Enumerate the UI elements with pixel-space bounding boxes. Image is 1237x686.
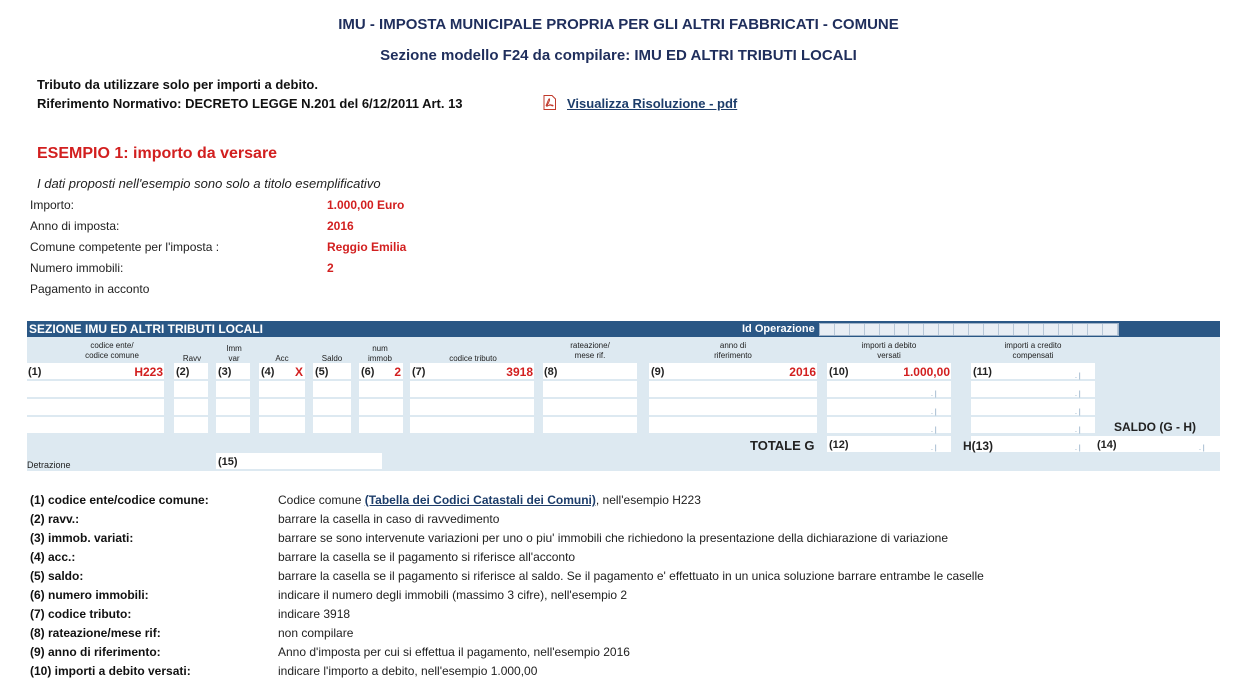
header-codice-tributo: codice tributo [449, 354, 497, 363]
imm-var-field-3[interactable] [216, 399, 250, 415]
example-title: ESEMPIO 1: importo da versare [37, 145, 278, 162]
legend-value-8: non compilare [278, 626, 354, 640]
detrazione-label: Detrazione [27, 460, 71, 470]
ravv-field-4[interactable] [174, 417, 208, 433]
num-15: (15) [218, 456, 238, 468]
num-8: (8) [544, 366, 558, 378]
num-13: H(13) [963, 439, 994, 453]
header-imm-var: Imm var [226, 344, 242, 363]
row-label-importo: Importo: [30, 198, 75, 212]
legend-key-4: (4) acc.: [30, 550, 76, 564]
saldo-field-2[interactable] [313, 381, 351, 397]
codice-ente-field-3[interactable] [27, 399, 164, 415]
tabella-codici-catastali-link[interactable]: (Tabella dei Codici Catastali dei Comuni) [364, 493, 596, 507]
example-note: I dati proposti nell'esempio sono solo a titolo esemplificativo [37, 176, 381, 191]
header-rateazione: rateazione/ mese rif. [570, 341, 610, 360]
saldo-field-3[interactable] [313, 399, 351, 415]
legend-key-7: (7) codice tributo: [30, 607, 132, 621]
legend-value-7: indicare 3918 [278, 607, 351, 621]
num-14: (14) [1097, 439, 1117, 451]
legend-value-3: barrare se sono intervenute variazioni per uno o piu' immobili che richiedono la presentazione della dichiarazione di variazione [278, 531, 949, 545]
num-5: (5) [315, 366, 329, 378]
num-9: (9) [651, 366, 665, 378]
legend-key-10: (10) importi a debito versati: [30, 664, 191, 678]
codice-tributo-field-3[interactable] [410, 399, 534, 415]
legend-value-2: barrare la casella in caso di ravvedimento [278, 512, 500, 526]
id-operazione-field[interactable] [819, 323, 1119, 336]
header-codice-ente: codice ente/ codice comune [85, 341, 139, 360]
legend-key-6: (6) numero immobili: [30, 588, 149, 602]
row-label-comune: Comune competente per l'imposta : [30, 240, 220, 254]
legend-value-9: Anno d'imposta per cui si effettua il pagamento, nell'esempio 2016 [278, 645, 630, 659]
intro-line-2: Riferimento Normativo: DECRETO LEGGE N.201 del 6/12/2011 Art. 13 [37, 96, 463, 111]
value-codice-ente: H223 [134, 365, 163, 379]
legend-key-8: (8) rateazione/mese rif: [30, 626, 161, 640]
anno-field-2[interactable] [649, 381, 817, 397]
header-num-immob: num immob [367, 344, 392, 363]
imm-var-field-2[interactable] [216, 381, 250, 397]
num-immob-field-2[interactable] [359, 381, 403, 397]
row-value-numero-immobili: 2 [327, 261, 334, 275]
visualizza-risoluzione-link[interactable]: Visualizza Risoluzione - pdf [567, 96, 738, 111]
codice-ente-field-4[interactable] [27, 417, 164, 433]
detrazione-field[interactable] [216, 453, 382, 469]
acc-field-3[interactable] [259, 399, 305, 415]
legend-value-10: indicare l'importo a debito, nell'esempio 1.000,00 [278, 664, 538, 678]
acc-field-4[interactable] [259, 417, 305, 433]
legend-key-9: (9) anno di riferimento: [30, 645, 161, 659]
header-importi-credito: importi a credito compensati [1004, 341, 1062, 360]
row-value-importo: 1.000,00 Euro [327, 198, 405, 212]
row-label-pagamento-acconto: Pagamento in acconto [30, 282, 150, 296]
legend-key-1: (1) codice ente/codice comune: [30, 493, 209, 507]
num-10: (10) [829, 366, 849, 378]
codice-tributo-field-4[interactable] [410, 417, 534, 433]
imm-var-field-4[interactable] [216, 417, 250, 433]
value-codice-tributo: 3918 [506, 365, 533, 379]
pdf-icon[interactable] [543, 95, 556, 110]
value-anno: 2016 [789, 365, 816, 379]
num-6: (6) [361, 366, 375, 378]
header-ravv: Ravv [182, 354, 202, 363]
header-anno-riferimento: anno di riferimento [714, 341, 752, 360]
ravv-field-2[interactable] [174, 381, 208, 397]
ravv-field-3[interactable] [174, 399, 208, 415]
legend-value-4: barrare la casella se il pagamento si riferisce all'acconto [278, 550, 576, 564]
legend-key-5: (5) saldo: [30, 569, 84, 583]
num-11: (11) [973, 366, 992, 378]
anno-field-3[interactable] [649, 399, 817, 415]
form-section-title: SEZIONE IMU ED ALTRI TRIBUTI LOCALI [29, 322, 263, 336]
legend-key-3: (3) immob. variati: [30, 531, 134, 545]
saldo-field-4[interactable] [313, 417, 351, 433]
totale-g-label: TOTALE G [750, 438, 815, 453]
header-importi-debito: importi a debito versati [861, 341, 917, 360]
row-value-comune: Reggio Emilia [327, 240, 407, 254]
num-2: (2) [176, 366, 190, 378]
num-immob-field-4[interactable] [359, 417, 403, 433]
intro-line-1: Tributo da utilizzare solo per importi a debito. [37, 77, 318, 92]
codice-tributo-field-2[interactable] [410, 381, 534, 397]
rateazione-field-2[interactable] [543, 381, 637, 397]
f24-form: SEZIONE IMU ED ALTRI TRIBUTI LOCALI Id Operazione codice ente/ codice comune Ravv Imm var Acc Saldo num immob codice tributo rateazione/ mese rif. anno di riferimento importi a debito versati importi a credito compensati (1) (2) (3) (4) (5) (6) (7) (8) (9) (10) (11) (12) H(13) (14) (15) H223 X 2 3918 2016 1.000,00 . | . | . | . | . | . | . | . | . | . | TOTALE G SALDO (G - H) Detrazione [27, 321, 1220, 471]
legend-value-6: indicare il numero degli immobili (massimo 3 cifre), nell'esempio 2 [278, 588, 628, 602]
value-importo-debito: 1.000,00 [903, 365, 950, 379]
acc-field-2[interactable] [259, 381, 305, 397]
value-num-immob: 2 [394, 365, 401, 379]
header-saldo: Saldo [321, 354, 343, 363]
row-label-numero-immobili: Numero immobili: [30, 261, 124, 275]
num-4: (4) [261, 366, 275, 378]
num-immob-field-3[interactable] [359, 399, 403, 415]
value-acc: X [294, 365, 303, 379]
saldo-gh-label: SALDO (G - H) [1114, 420, 1196, 434]
row-label-anno: Anno di imposta: [30, 219, 120, 233]
legend-value-5: barrare la casella se il pagamento si riferisce al saldo. Se il pagamento e' effettuato in un unica soluzione barrare entrambe le caselle [278, 569, 984, 583]
header-acc: Acc [275, 354, 289, 363]
legend-key-2: (2) ravv.: [30, 512, 80, 526]
rateazione-field-4[interactable] [543, 417, 637, 433]
legend-value-1: Codice comune (Tabella dei Codici Catastali dei Comuni), nell'esempio H223 [278, 493, 701, 507]
id-operazione-label: Id Operazione [742, 323, 815, 335]
num-7: (7) [412, 366, 426, 378]
row-value-anno: 2016 [327, 219, 354, 233]
num-3: (3) [218, 366, 232, 378]
rateazione-field-3[interactable] [543, 399, 637, 415]
anno-field-4[interactable] [649, 417, 817, 433]
page-subtitle: Sezione modello F24 da compilare: IMU ED ALTRI TRIBUTI LOCALI [380, 47, 857, 64]
codice-ente-field-2[interactable] [27, 381, 164, 397]
form-header-bar [27, 321, 1220, 337]
page-title: IMU - IMPOSTA MUNICIPALE PROPRIA PER GLI ALTRI FABBRICATI - COMUNE [338, 16, 899, 33]
num-12: (12) [829, 439, 849, 451]
num-1: (1) [28, 366, 42, 378]
